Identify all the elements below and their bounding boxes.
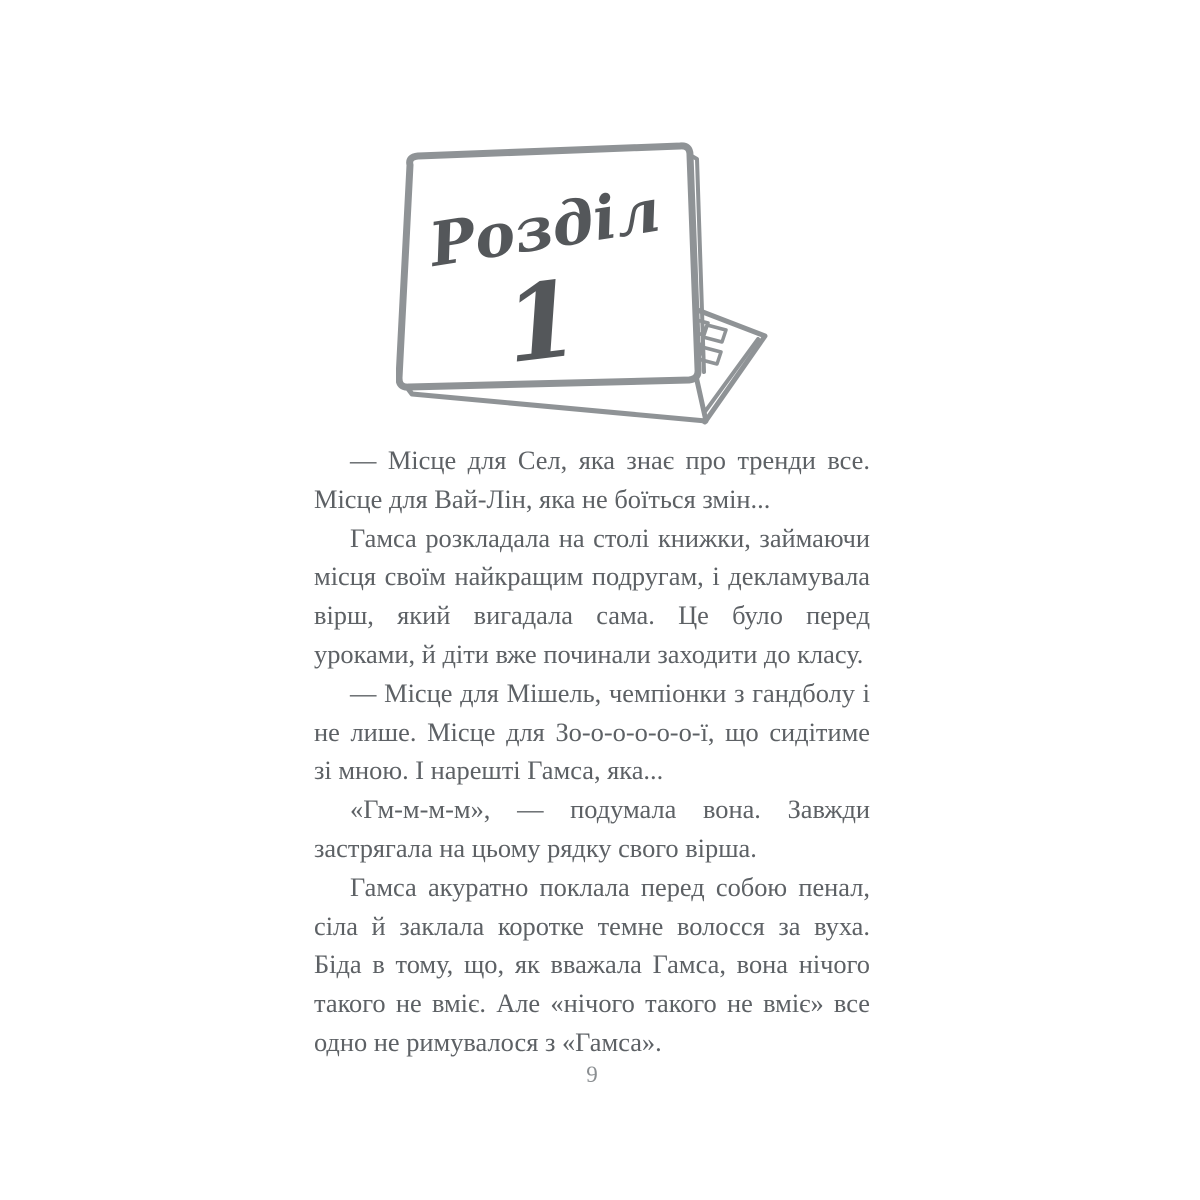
laptop-drawing-icon: [396, 136, 776, 434]
paragraph-thought: «Гм-м-м-м», — подумала вона. Завжди застрягала на цьому рядку свого вірша.: [314, 794, 870, 863]
chapter-text: [314, 441, 870, 1062]
paragraph-narration-2: Гамса акуратно поклала перед собою пенал, сіла й заклала коротке темне волосся за вуха. Біда в тому, що, як вважала Гамса, вона нічого такого не вміє. Але «нічого такого не вміє» все одно не римувалося з «Гамса».: [314, 871, 870, 1057]
chapter-illustration: [396, 136, 776, 434]
chapter-number: 1: [498, 256, 585, 388]
paragraph-dialogue-1: — Місце для Сел, яка знає про тренди все. Місце для Вай-Лін, яка не боїться змін...: [314, 445, 870, 514]
page-number: 9: [586, 1062, 598, 1087]
paragraph-dialogue-2: — Місце для Мішель, чемпіонки з гандболу і не лише. Місце для Зо-о-о-о-о-о-ї, що сидітиме зі мною. І нарешті Гамса, яка...: [314, 677, 870, 786]
chapter-label: Розділ: [424, 175, 665, 281]
paragraph-narration-1: Гамса розкладала на столі книжки, займаючи місця своїм найкращим подругам, і декламувала вірш, який вигадала сама. Це було перед уроками, й діти вже починали заходити до класу.: [314, 522, 870, 669]
